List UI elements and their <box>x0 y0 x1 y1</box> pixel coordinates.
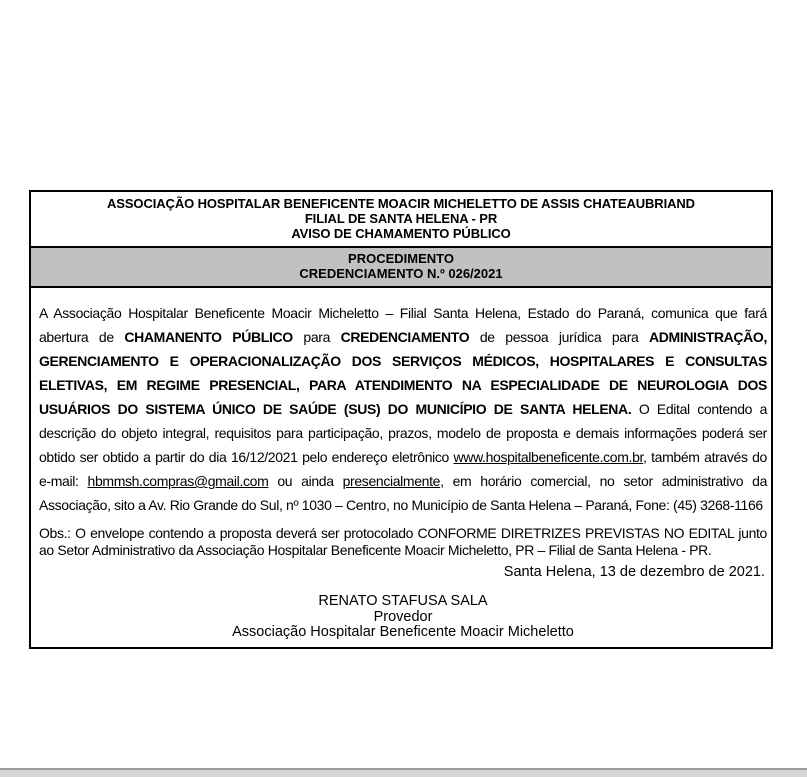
branch-title: FILIAL DE SANTA HELENA - PR <box>304 211 498 226</box>
body-text: , também através do e-mail: <box>39 449 767 489</box>
body-text: de pessoa jurídica para <box>469 329 650 345</box>
body-text-bold: CHAMANENTO PÚBLICO <box>124 329 293 345</box>
website-link[interactable]: www.hospitalbeneficente.com.br <box>453 449 644 465</box>
notice-document <box>29 190 773 649</box>
document-body <box>31 288 771 647</box>
body-text: ou ainda <box>268 473 343 489</box>
signatory-organization: Associação Hospitalar Beneficente Moacir Micheletto <box>232 624 574 640</box>
body-text: para <box>292 329 341 345</box>
body-text: O Edital contendo a descrição do objeto integral, requisitos para participação, prazos, modelo de proposta e demais informações poderá ser obtido ser obtido a partir do dia 16/12/2021 pelo endereço eletrônico <box>39 401 767 465</box>
body-text: , em horário comercial, no setor administrativo da Associação, sito a Av. Rio Grande do Sul, nº 1030 – Centro, no Município de Santa Helena – Paraná, Fone: (45) 3268-1166 <box>39 473 767 513</box>
notice-type-title: AVISO DE CHAMAMENTO PÚBLICO <box>291 226 511 241</box>
signatory-role: Provedor <box>373 608 433 625</box>
signature-block <box>39 594 767 641</box>
main-paragraph <box>39 301 767 517</box>
body-text: A Associação Hospitalar Beneficente Moacir Micheletto – Filial Santa Helena, Estado do Paraná, comunica que fará abertura de <box>39 305 767 345</box>
obs-paragraph: Obs.: O envelope contendo a proposta deverá ser protocolado CONFORME DIRETRIZES PREVISTAS NO EDITAL junto ao Setor Administrativo da Associação Hospitalar Beneficente Moacir Micheletto, PR – Filial de Santa Helena - PR. <box>39 525 767 558</box>
procedure-label: PROCEDIMENTO <box>348 251 454 266</box>
window-bottom-edge <box>0 768 807 777</box>
date-line: Santa Helena, 13 de dezembro de 2021. <box>503 564 765 580</box>
procedure-band <box>31 246 771 288</box>
document-header <box>31 192 771 246</box>
credential-number: CREDENCIAMENTO N.º 026/2021 <box>299 266 503 281</box>
email-link[interactable]: hbmmsh.compras@gmail.com <box>87 473 269 489</box>
underlined-text: presencialmente <box>342 473 441 489</box>
body-text-bold: CREDENCIAMENTO <box>340 329 470 345</box>
signatory-name: RENATO STAFUSA SALA <box>318 593 488 609</box>
body-text-bold: ADMINISTRAÇÃO, GERENCIAMENTO E OPERACIONALIZAÇÃO DOS SERVIÇOS MÉDICOS, HOSPITALARES E CONSULTAS ELETIVAS, EM REGIME PRESENCIAL, PARA ATENDIMENTO NA ESPECIALIDADE DE NEUROLOGIA DOS USUÁRIOS DO SISTEMA ÚNICO DE SAÚDE (SUS) DO MUNICÍPIO DE SANTA HELENA. <box>39 329 768 417</box>
org-title: ASSOCIAÇÃO HOSPITALAR BENEFICENTE MOACIR MICHELETTO DE ASSIS CHATEAUBRIAND <box>107 196 695 211</box>
